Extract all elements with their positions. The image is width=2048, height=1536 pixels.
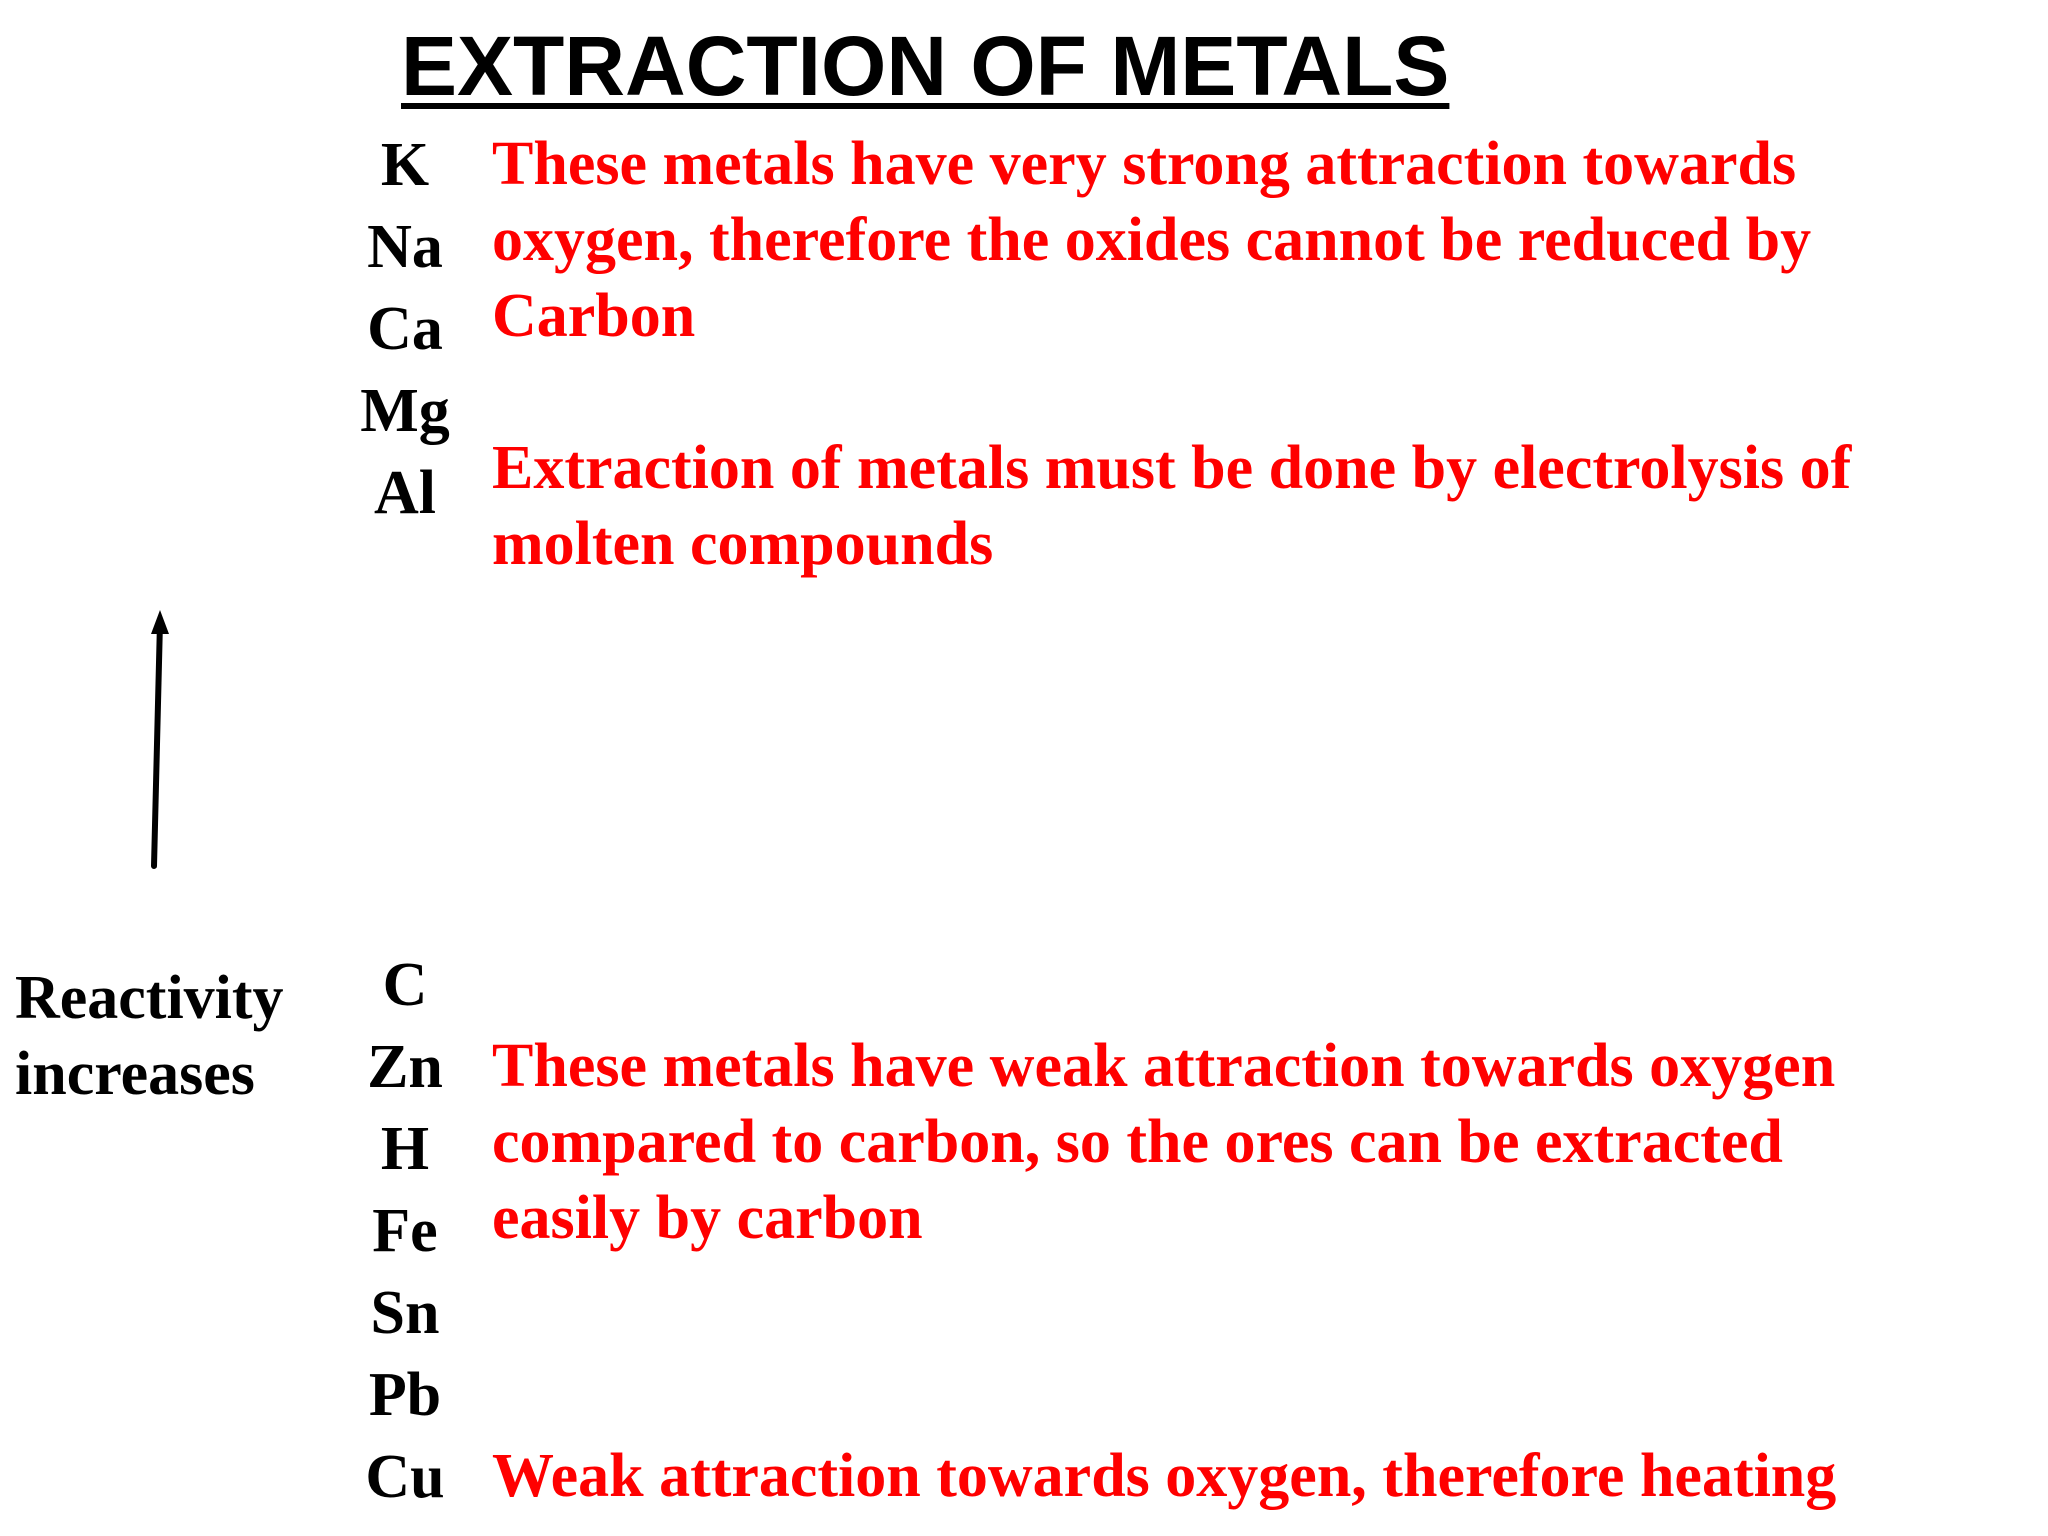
element-symbol-cu: Cu	[365, 1443, 445, 1511]
description-line: oxygen, therefore the oxides cannot be reduced by	[492, 206, 1812, 274]
element-symbol-fe: Fe	[372, 1197, 438, 1265]
element-symbol-ca: Ca	[367, 295, 443, 363]
description-strong-attraction	[492, 126, 1811, 354]
description-line: compared to carbon, so the ores can be extracted	[492, 1108, 1783, 1176]
element-symbol-k: K	[380, 131, 430, 199]
reactivity-label-line2: increases	[15, 1040, 255, 1108]
description-heating	[492, 1438, 1836, 1514]
up-arrow-icon	[130, 608, 190, 873]
description-line: molten compounds	[492, 510, 994, 578]
page-title: EXTRACTION OF METALS	[401, 19, 1450, 113]
element-symbol-h: H	[380, 1115, 430, 1183]
description-electrolysis	[492, 430, 1851, 582]
description-line: These metals have weak attraction towards oxygen	[492, 1032, 1836, 1100]
reactivity-label-line1: Reactivity	[15, 964, 284, 1032]
description-line: Carbon	[492, 282, 696, 350]
element-symbol-c: C	[382, 951, 428, 1019]
description-line: easily by carbon	[492, 1184, 923, 1252]
element-symbol-al: Al	[374, 459, 436, 527]
description-line: These metals have very strong attraction towards	[492, 130, 1797, 198]
element-symbol-zn: Zn	[367, 1033, 443, 1101]
element-symbol-pb: Pb	[368, 1361, 442, 1429]
description-line: Extraction of metals must be done by electrolysis of	[492, 434, 1852, 502]
element-symbol-na: Na	[367, 213, 443, 281]
element-symbol-mg: Mg	[360, 377, 450, 445]
element-symbol-sn: Sn	[370, 1279, 440, 1347]
description-carbon-reduction	[492, 1028, 1835, 1256]
reactivity-label	[15, 960, 284, 1112]
description-line: Weak attraction towards oxygen, therefore heating	[492, 1442, 1837, 1510]
